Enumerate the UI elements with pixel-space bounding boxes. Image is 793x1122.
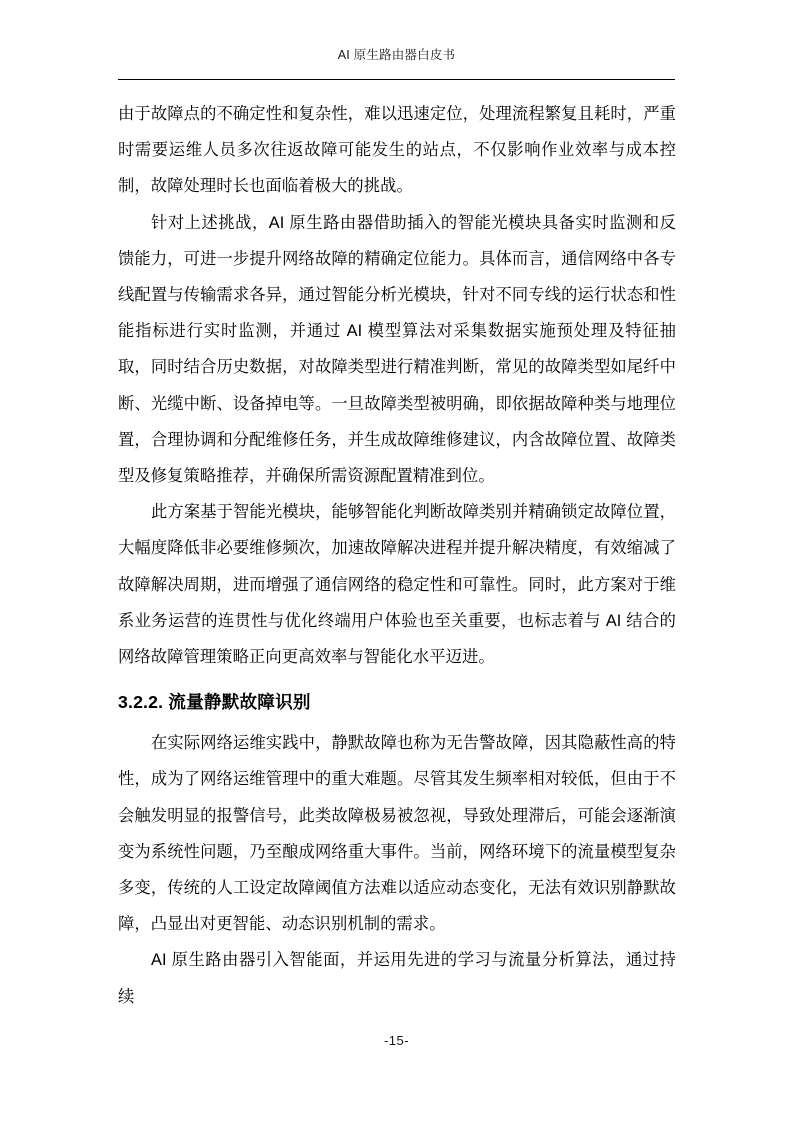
section-heading: 3.2.2. 流量静默故障识别	[118, 692, 311, 713]
page-footer	[118, 1032, 675, 1050]
body-paragraph: 针对上述挑战，AI 原生路由器借助插入的智能光模块具备实时监测和反馈能力，可进一步提升网络故障的精确定位能力。具体而言，通信网络中各专线配置与传输需求各异，通过智能分析光模块，针对不同专线的运行状态和性能指标进行实时监测，并通过 AI 模型算法对采集数据实施预处理及特征抽取，同时结合历史数据，对故障类型进行精准判断，常见的故障类型如尾纤中断、光缆中断、设备掉电等。一旦故障类型被明确，即依据故障种类与地理位置，合理协调和分配维修任务，并生成故障维修建议，内含故障位置、故障类型及修复策略推荐，并确保所需资源配置精准到位。	[118, 213, 676, 486]
body-paragraph: 在实际网络运维实践中，静默故障也称为无告警故障，因其隐蔽性高的特性，成为了网络运维管理中的重大难题。尽管其发生频率相对较低，但由于不会触发明显的报警信号，此类故障极易被忽视，导致处理滞后，可能会逐渐演变为系统性问题，乃至酿成网络重大事件。当前，网络环境下的流量模型复杂多变，传统的人工设定故障阈值方法难以适应动态变化，无法有效识别静默故障，凸显出对更智能、动态识别机制的需求。	[118, 734, 676, 934]
body-paragraph: 此方案基于智能光模块，能够智能化判断故障类别并精确锁定故障位置，大幅度降低非必要维修频次，加速故障解决进程并提升解决精度，有效缩减了故障解决周期，进而增强了通信网络的稳定性和可靠性。同时，此方案对于维系业务运营的连贯性与优化终端用户体验也至关重要，也标志着与 AI 结合的网络故障管理策略正向更高效率与智能化水平迈进。	[118, 503, 676, 667]
body-paragraph: AI 原生路由器引入智能面，并运用先进的学习与流量分析算法，通过持续	[118, 951, 676, 1006]
document-body	[118, 96, 676, 1015]
body-paragraph: 由于故障点的不确定性和复杂性，难以迅速定位，处理流程繁复且耗时，严重时需要运维人员多次往返故障可能发生的站点，不仅影响作业效率与成本控制，故障处理时长也面临着极大的挑战。	[118, 105, 676, 196]
header-divider	[118, 79, 675, 80]
running-header	[118, 46, 675, 80]
page-number: -15-	[383, 1033, 410, 1048]
header-title: AI 原生路由器白皮书	[337, 48, 456, 62]
